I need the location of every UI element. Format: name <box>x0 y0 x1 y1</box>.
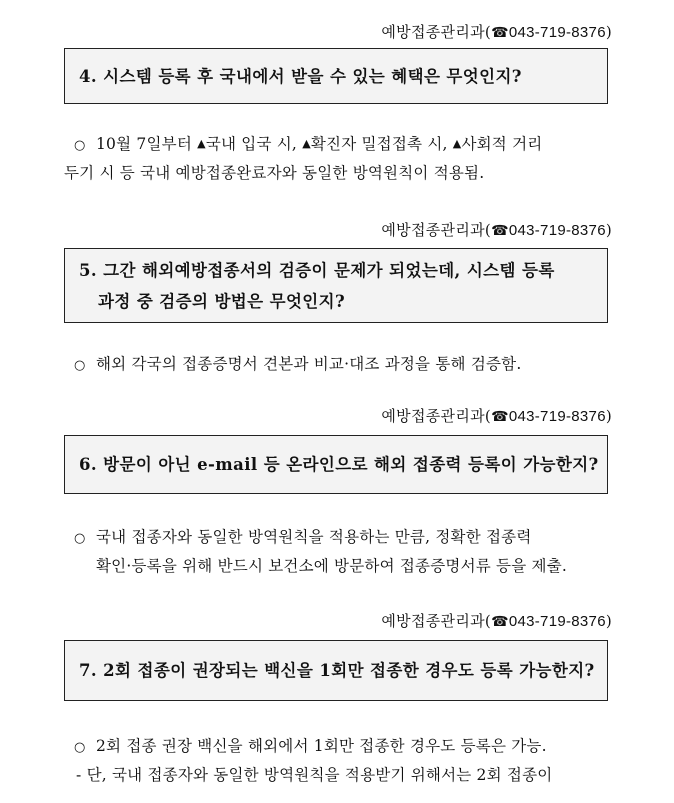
contact-line: 예방접종관리과(☎043-719-8376) <box>381 407 612 425</box>
triangle-icon: ▲ <box>302 137 311 150</box>
phone-number: 043-719-8376 <box>508 24 606 41</box>
question-box-6 <box>64 435 608 494</box>
answer-6-line-1: ○ 국내 접종자와 동일한 방역원칙을 적용하는 만큼, 정확한 접종력 <box>74 528 532 546</box>
question-box-4 <box>64 48 608 104</box>
bullet-circle: ○ <box>74 138 86 153</box>
phone-number: 043-719-8376 <box>508 408 606 425</box>
answer-7-line-2: - 단, 국내 접종자와 동일한 방역원칙을 적용받기 위해서는 2회 접종이 <box>76 766 553 784</box>
answer-7-line-1: ○ 2회 접종 권장 백신을 해외에서 1회만 접종한 경우도 등록은 가능. <box>74 737 547 755</box>
answer-4-line-2: 두기 시 등 국내 예방접종완료자와 동일한 방역원칙이 적용됨. <box>64 164 485 182</box>
answer-6-line-2: 확인·등록을 위해 반드시 보건소에 방문하여 접종증명서류 등을 제출. <box>96 557 567 575</box>
contact-line: 예방접종관리과(☎043-719-8376) <box>381 23 612 41</box>
department-name: 예방접종관리과 <box>381 612 485 630</box>
triangle-icon: ▲ <box>197 137 206 150</box>
question-box-5 <box>64 248 608 323</box>
bullet-circle: ○ <box>74 358 86 373</box>
phone-number: 043-719-8376 <box>508 222 606 239</box>
bullet-circle: ○ <box>74 740 86 755</box>
question-box-7 <box>64 640 608 701</box>
answer-5-line-1: ○ 해외 각국의 접종증명서 견본과 비교·대조 과정을 통해 검증함. <box>74 355 522 373</box>
telephone-icon: ☎ <box>491 614 509 630</box>
department-name: 예방접종관리과 <box>381 407 485 425</box>
triangle-icon: ▲ <box>452 137 462 150</box>
question-text: 과정 중 검증의 방법은 무엇인지? <box>98 291 346 311</box>
bullet-circle: ○ <box>74 531 86 546</box>
telephone-icon: ☎ <box>491 25 509 41</box>
phone-number: 043-719-8376 <box>508 613 606 630</box>
department-name: 예방접종관리과 <box>381 221 485 239</box>
contact-line: 예방접종관리과(☎043-719-8376) <box>381 612 612 630</box>
answer-4-line-1: ○ 10월 7일부터 ▲국내 입국 시, ▲확진자 밀접접촉 시, ▲사회적 거리 <box>74 135 543 153</box>
telephone-icon: ☎ <box>491 223 509 239</box>
department-name: 예방접종관리과 <box>381 23 485 41</box>
question-text: 7. 2회 접종이 권장되는 백신을 1회만 접종한 경우도 등록 가능한지? <box>79 661 595 680</box>
contact-line: 예방접종관리과(☎043-719-8376) <box>381 221 612 239</box>
question-text: 4. 시스템 등록 후 국내에서 받을 수 있는 혜택은 무엇인지? <box>79 66 522 86</box>
telephone-icon: ☎ <box>491 409 509 425</box>
question-text: 5. 그간 해외예방접종서의 검증이 문제가 되었는데, 시스템 등록 <box>79 260 555 280</box>
question-text: 6. 방문이 아닌 e-mail 등 온라인으로 해외 접종력 등록이 가능한지? <box>79 455 599 474</box>
